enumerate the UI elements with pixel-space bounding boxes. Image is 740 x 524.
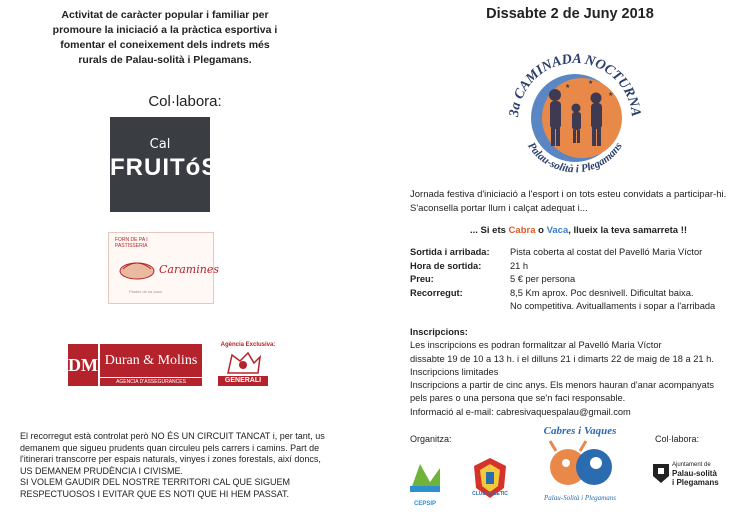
- intro-line: fomentar el coneixement dels indrets més: [60, 39, 270, 51]
- warning-text: [20, 431, 350, 500]
- bakery-icon: [117, 253, 157, 283]
- detail-value: 8,5 Km aprox. Poc desnivell. Dificultat baixa.: [510, 287, 694, 298]
- event-details: [410, 246, 740, 316]
- jornada-line: Jornada festiva d'iniciació a l'esport i on tots esteu convidats a participar-hi.: [410, 189, 727, 200]
- svg-text:★: ★: [588, 79, 594, 86]
- cabra-word: Cabra: [508, 225, 536, 236]
- ajuntament-name2: i Plegamans: [672, 478, 719, 487]
- detail-key: Hora de sortida:: [410, 260, 482, 271]
- vaca-word: Vaca: [546, 225, 569, 236]
- collabora-right-label: Col·labora:: [655, 434, 700, 444]
- inscripcions-line: pels pares o una persona que se'n faci responsable.: [410, 393, 626, 404]
- cal-fruitos-top: Cal: [149, 137, 171, 152]
- duran-molins-name: Duran & Molins: [100, 344, 202, 377]
- cepsip-logo: [406, 458, 444, 508]
- cabra-post: , llueix la teva samarreta !!: [568, 225, 688, 236]
- ajuntament-name: Palau-solità: [672, 469, 717, 478]
- cepsip-icon: [406, 458, 444, 496]
- cabra-mid: o: [535, 225, 547, 236]
- warning-line: El recorregut està controlat però NO ÉS UN CIRCUIT TANCAT i, per tant, us: [20, 431, 325, 441]
- caramines-top: FORN DE PA I PASTISSERIA: [115, 237, 148, 249]
- detail-value: 21 h: [510, 260, 529, 271]
- intro-line: rurals de Palau-solità i Plegamans.: [78, 54, 252, 66]
- svg-text:★: ★: [608, 91, 614, 98]
- organitza-label: Organitza:: [410, 434, 452, 444]
- cabres-vaques-name: Cabres i Vaques: [543, 425, 617, 437]
- detail-value: 5 € per persona: [510, 274, 576, 284]
- warning-line: RESPECTUOSOS I EVITAR QUE ES NOTI QUE HI HEM PASSAT.: [20, 488, 290, 499]
- cabra-pre: ... Si ets: [470, 225, 509, 236]
- detail-key: Preu:: [410, 274, 434, 284]
- warning-line: demanem que sigueu prudents quan circuleu pels carrers i camins. Part de: [20, 442, 320, 453]
- cabres-vaques-logo: [530, 425, 630, 515]
- dm-logo: DM: [68, 344, 98, 386]
- caminada-nocturna-logo: [500, 40, 650, 185]
- intro-text: [50, 8, 280, 68]
- svg-text:★: ★: [565, 83, 571, 90]
- club-atletic-logo: [470, 456, 510, 506]
- duran-molins-sub: AGENCIA D'ASSEGURANCES: [100, 378, 202, 386]
- caramines-logo: [108, 232, 219, 304]
- inscripcions-line: Inscripcions a partir de cinc anys. Els menors hauran d'anar acompanyats: [410, 380, 715, 391]
- ajuntament-label: Ajuntament de: [672, 462, 711, 468]
- caramines-sub: Pastes de sa casa: [129, 289, 162, 294]
- lion-icon: [218, 349, 268, 377]
- cepsip-label: CEPSIP: [413, 501, 436, 507]
- intro-line: promoure la iniciació a la pràctica esportiva i: [52, 24, 278, 36]
- ajuntament-logo: [650, 460, 730, 510]
- jornada-line: S'aconsella portar llum i calçat adequat i...: [410, 203, 588, 214]
- jornada-text: [410, 188, 730, 216]
- generali-logo: [218, 349, 268, 385]
- detail-value: Pista coberta al costat del Pavelló Maria Víctor: [510, 247, 703, 257]
- inscripcions-title: Inscripcions:: [410, 327, 468, 337]
- warning-line: US DEMANEM PRUDÈNCIA I CIVISME.: [20, 465, 184, 476]
- goat-cow-icon: [530, 437, 630, 495]
- inscripcions-line: Les inscripcions es podran formalitzar al Pavelló Maria Víctor: [410, 340, 662, 351]
- warning-line: l'itinerari transcorre per espais naturals, vinyes i zones forestals, així doncs,: [20, 454, 321, 464]
- inscripcions-line: Inscripcions limitades: [410, 366, 499, 377]
- logo-arc-bottom: Palau-solità i Plegamans: [525, 140, 625, 176]
- caramines-name: Caramines: [159, 263, 219, 276]
- logo-arc-top: 3a CAMINADA NOCTURNA: [507, 51, 644, 118]
- warning-line: SI VOLEM GAUDIR DEL NOSTRE TERRITORI CAL QUE SIGUEM: [20, 477, 291, 487]
- cal-fruitos-name: FRUITóS: [110, 154, 219, 181]
- club-label: CLUB ATLETIC: [472, 491, 508, 497]
- generali-label: GENERALI: [218, 376, 268, 386]
- detail-key: Sortida i arribada:: [410, 247, 490, 257]
- exclusive-label: Agència Exclusiva:: [220, 342, 276, 348]
- cal-fruitos-logo: [110, 117, 219, 212]
- collabora-heading: Col·labora:: [148, 93, 222, 110]
- ajuntament-shield-icon: [652, 462, 670, 484]
- inscripcions-line: dissabte 19 de 10 a 13 h. i el dilluns 21 i dimarts 22 de maig de 18 a 21 h.: [410, 353, 714, 364]
- intro-line: Activitat de caràcter popular i familiar per: [61, 9, 269, 21]
- inscripcions-email: Informació al e-mail: cabresivaquespalau@gmail.com: [410, 406, 631, 417]
- cabra-vaca-line: [470, 225, 740, 236]
- event-date: Dissabte 2 de Juny 2018: [486, 6, 654, 22]
- cabres-vaques-sub: Palau-Solità i Plegamans: [544, 494, 616, 502]
- detail-key: Recorregut:: [410, 287, 463, 298]
- inscripcions-block: [410, 326, 730, 419]
- detail-value: No competitiva. Avituallaments i sopar a l'arribada: [510, 301, 716, 311]
